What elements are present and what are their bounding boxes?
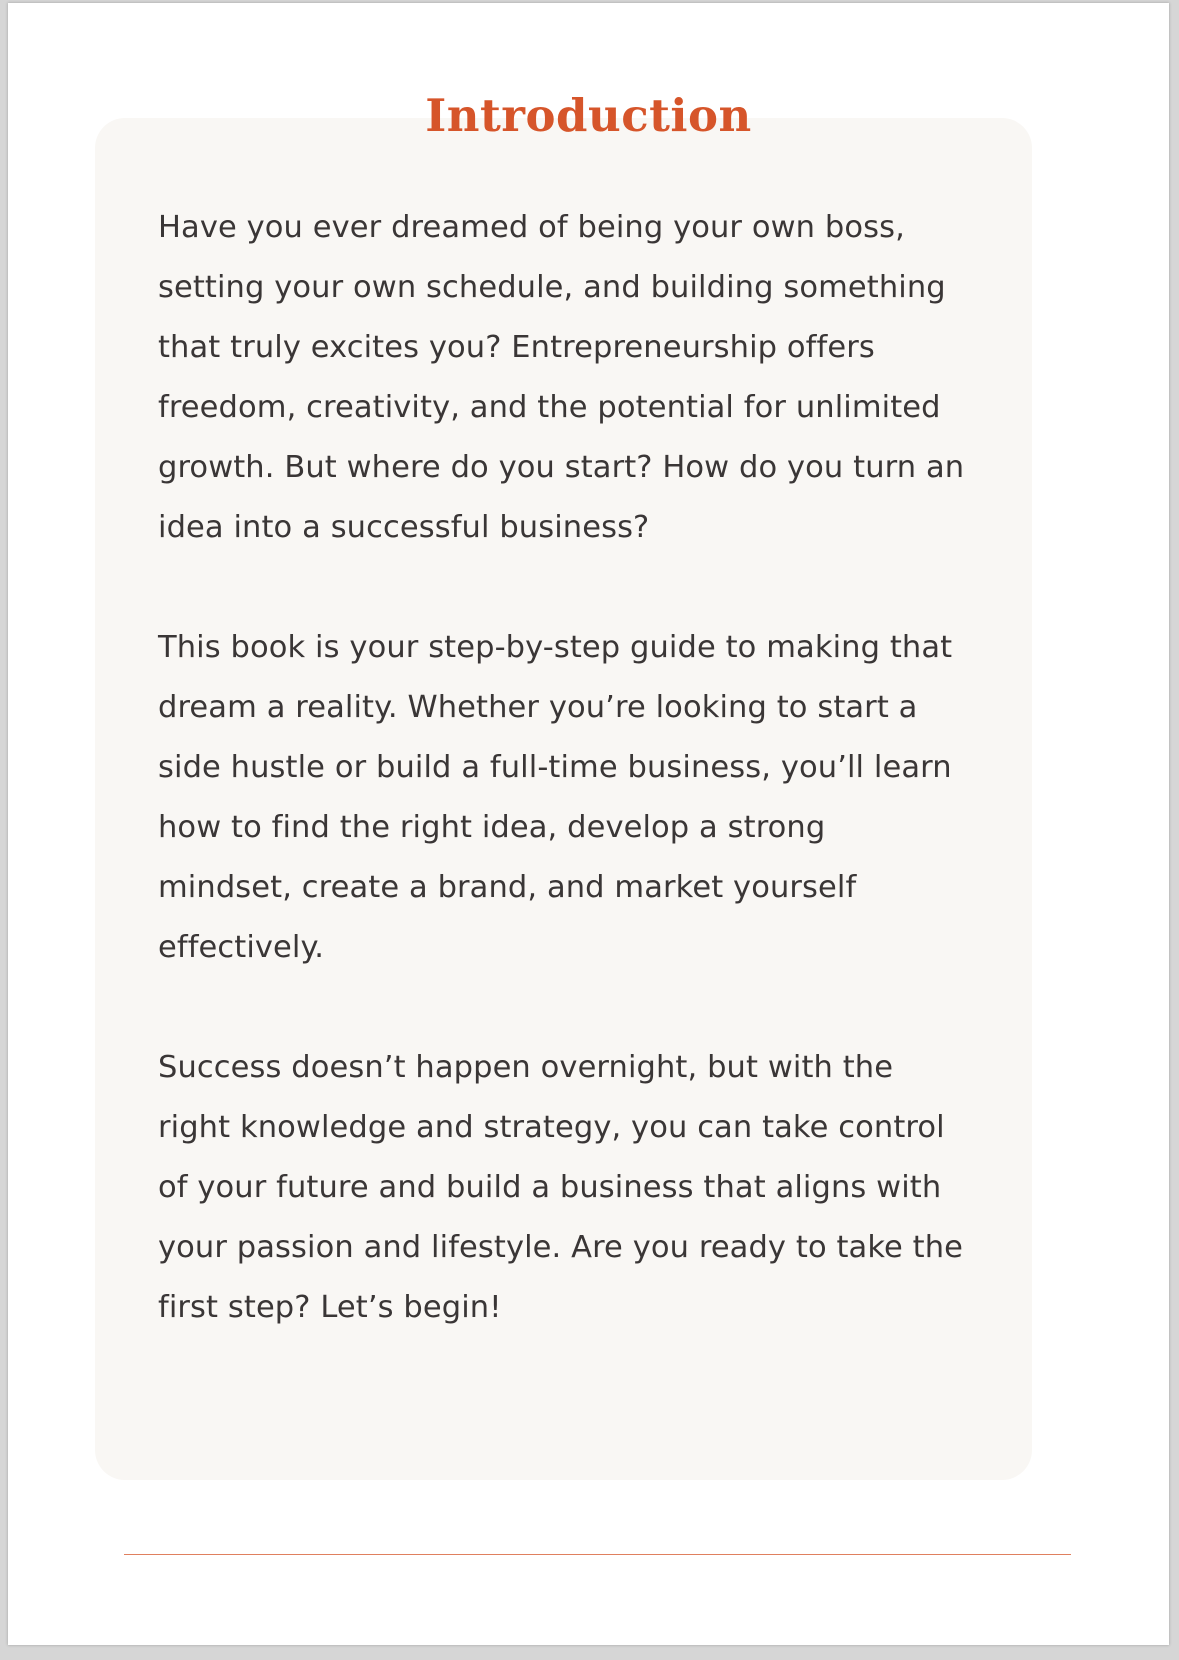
- body-text: [158, 198, 1038, 1398]
- text-line: that truly excites you? Entrepreneurship offers: [158, 330, 875, 365]
- paragraph-3: [158, 1038, 1038, 1338]
- text-line: first step? Let’s begin!: [158, 1290, 502, 1325]
- footer-divider: [124, 1554, 1071, 1555]
- text-line: of your future and build a business that aligns with: [158, 1170, 942, 1205]
- page-title: Introduction: [425, 89, 752, 142]
- text-line: Have you ever dreamed of being your own boss,: [158, 210, 905, 245]
- text-line: right knowledge and strategy, you can take control: [158, 1110, 945, 1145]
- text-line: side hustle or build a full-time business, you’ll learn: [158, 750, 952, 785]
- text-line: growth. But where do you start? How do you turn an: [158, 450, 965, 485]
- text-line: setting your own schedule, and building something: [158, 270, 946, 305]
- text-line: idea into a successful business?: [158, 510, 650, 545]
- paragraph-1: [158, 198, 1038, 558]
- text-line: how to find the right idea, develop a strong: [158, 810, 826, 845]
- document-page: [8, 3, 1169, 1645]
- text-line: freedom, creativity, and the potential for unlimited: [158, 390, 941, 425]
- text-line: effectively.: [158, 930, 325, 965]
- text-line: dream a reality. Whether you’re looking to start a: [158, 690, 918, 725]
- paragraph-2: [158, 618, 1038, 978]
- text-line: your passion and lifestyle. Are you ready to take the: [158, 1230, 964, 1265]
- text-line: mindset, create a brand, and market yourself: [158, 870, 857, 905]
- text-line: Success doesn’t happen overnight, but with the: [158, 1050, 894, 1085]
- text-line: This book is your step-by-step guide to making that: [158, 630, 953, 665]
